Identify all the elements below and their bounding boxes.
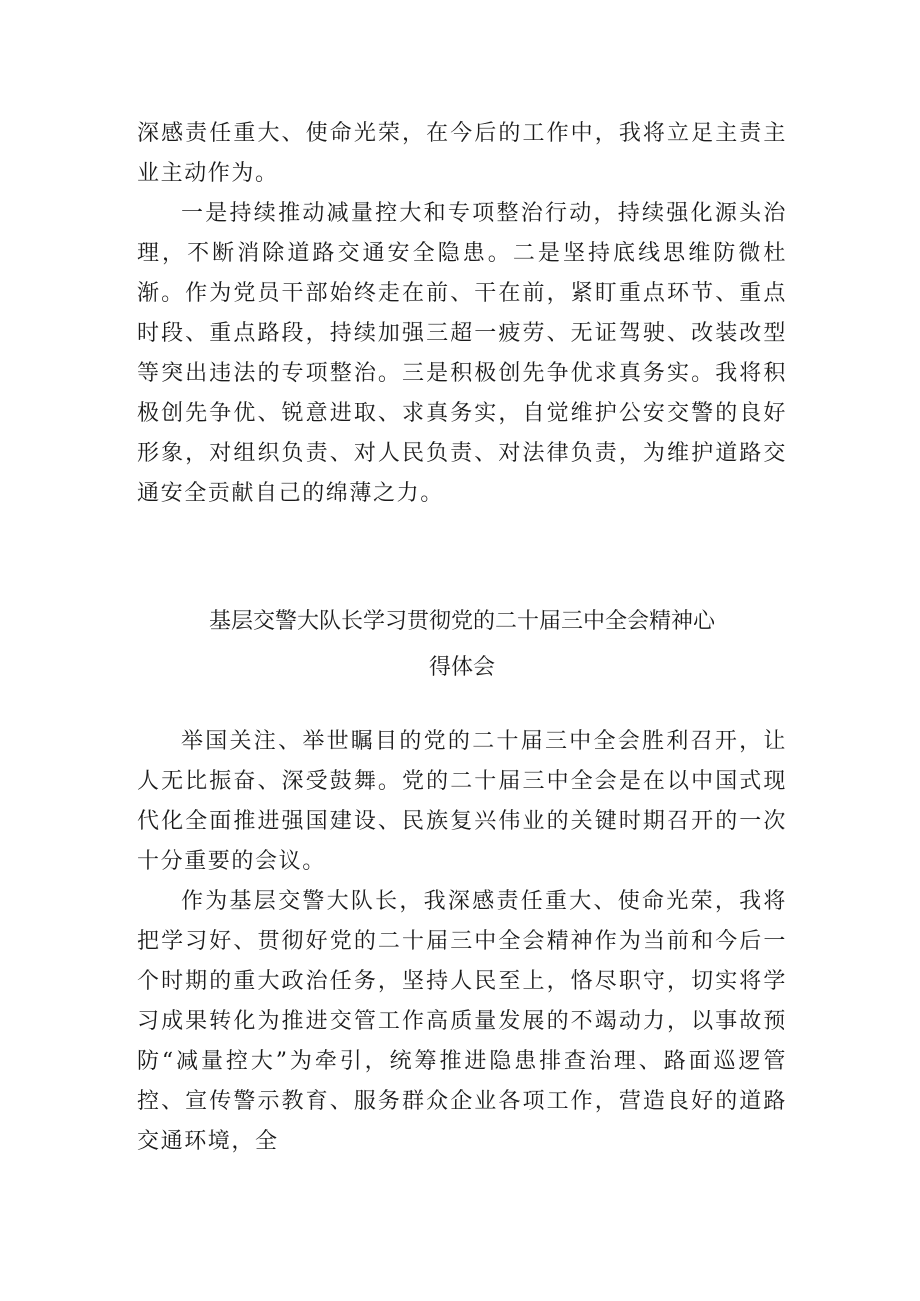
article-title-line-2: 得体会 xyxy=(428,655,495,680)
article-title-line-1: 基层交警大队长学习贯彻党的二十届三中全会精神心 xyxy=(208,609,715,634)
article-title xyxy=(137,599,787,691)
continuation-paragraph: 深感责任重大、使命光荣，在今后的工作中，我将立足主责主业主动作为。 xyxy=(137,121,787,186)
commitment-paragraph: 作为基层交警大队长，我深感责任重大、使命光荣，我将把学习好、贯彻好党的二十届三中全会精神作为当前和今后一个时期的重大政治任务，坚持人民至上，恪尽职守，切实将学习成果转化为推进交管工作高质量发展的不竭动力，以事故预防“减量控大”为牵引，统筹推进隐患排查治理、路面巡逻管控、宣传警示教育、服务群众企业各项工作，营造良好的道路交通环境，全 xyxy=(137,889,787,1154)
section-a xyxy=(137,114,787,514)
intro-paragraph: 举国关注、举世瞩目的党的二十届三中全会胜利召开，让人无比振奋、深受鼓舞。党的二十届三中全会是在以中国式现代化全面推进强国建设、民族复兴伟业的关键时期召开的一次十分重要的会议。 xyxy=(137,729,787,874)
section-b xyxy=(137,722,787,1162)
measures-paragraph: 一是持续推动减量控大和专项整治行动，持续强化源头治理，不断消除道路交通安全隐患。二是坚持底线思维防微杜渐。作为党员干部始终走在前、干在前，紧盯重点环节、重点时段、重点路段，持续加强三超一疲劳、无证驾驶、改装改型等突出违法的专项整治。三是积极创先争优求真务实。我将积极创先争优、锐意进取、求真务实，自觉维护公安交警的良好形象，对组织负责、对人民负责、对法律负责，为维护道路交通安全贡献自己的绵薄之力。 xyxy=(137,201,787,506)
